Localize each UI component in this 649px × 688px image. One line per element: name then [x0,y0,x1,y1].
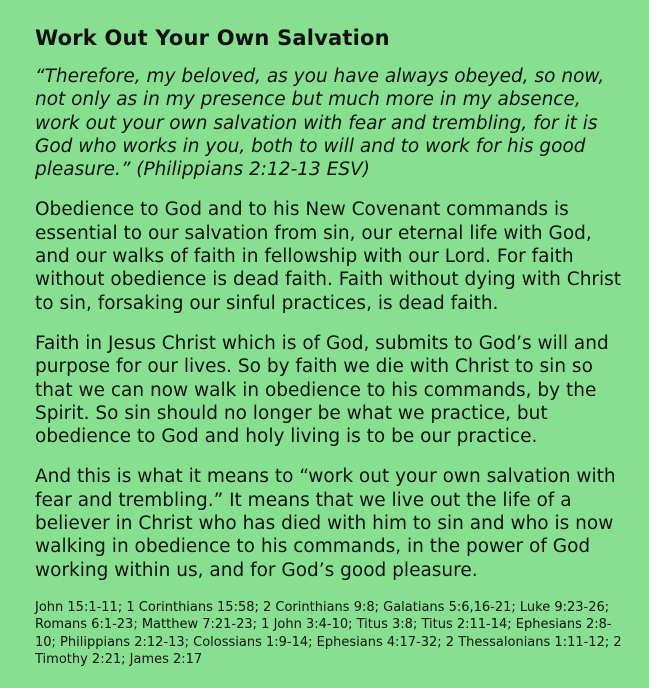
body-paragraph-2: Faith in Jesus Christ which is of God, submits to God’s will and purpose for our lives. So by faith we die with Christ to sin so that we can now walk in obedience to his commands, by the Spirit. So sin should no longer be what we practice, but obedience to God and holy living is to be our practice. [35,332,609,448]
scripture-quote: “Therefore, my beloved, as you have always obeyed, so now, not only as in my presence but much more in my absence, work out your own salvation with fear and trembling, for it is God who works in you, both to will and to work for his good pleasure.” (Philippians 2:12-13 ESV) [35,66,605,181]
body-paragraph-3: And this is what it means to “work out your own salvation with fear and trembling.” It means that we live out the life of a believer in Christ who has died with him to sin and who is now walking in obedience to his commands, in the power of God working within us, and for God’s good pleasure. [35,466,616,581]
body-paragraph-1: Obedience to God and to his New Covenant commands is essential to our salvation from sin, our eternal life with God, and our walks of faith in fellowship with our Lord. For faith without obedience is dead faith. Faith without dying with Christ to sin, forsaking our sinful practices, is dead faith. [35,199,622,314]
scripture-references: John 15:1-11; 1 Corinthians 15:58; 2 Corinthians 9:8; Galatians 5:6,16-21; Luke 9:23-26; Romans 6:1-23; Matthew 7:21-23; 1 John 3:4-10; Titus 3:8; Titus 2:11-14; Ephesians 2:8-10; Philippians 2:12-13; Colossians 1:9-14; Ephesians 4:17-32; 2 Thessalonians 1:11-12; 2 Timothy 2:21; James 2:17 [35,599,622,667]
page-title: Work Out Your Own Salvation [35,26,390,50]
